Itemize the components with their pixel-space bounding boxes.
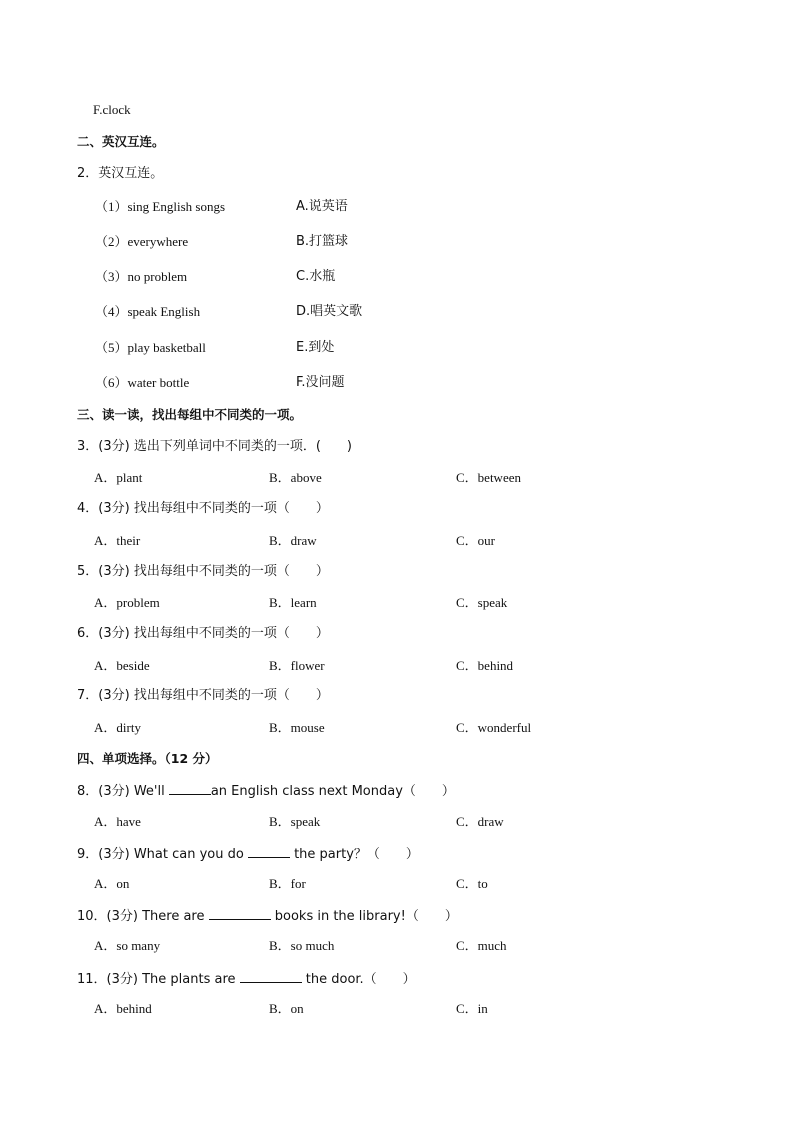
question-8-option-c: C．draw xyxy=(456,814,504,829)
question-3-option-a: A．plant xyxy=(94,470,143,485)
question-8-option-a: A．have xyxy=(94,814,141,829)
question-10-stem-after: books in the library!（ ） xyxy=(270,909,458,924)
match-right-f: F.没问题 xyxy=(296,375,345,390)
question-6-stem: 6．(3分) 找出每组中不同类的一项（ ） xyxy=(77,626,329,641)
question-5-option-a: A．problem xyxy=(94,595,160,610)
question-7-stem: 7．(3分) 找出每组中不同类的一项（ ） xyxy=(77,688,329,703)
question-11-option-b: B．on xyxy=(269,1001,304,1016)
question-4-option-a: A．their xyxy=(94,533,141,548)
match-left-5: （5）play basketball xyxy=(95,340,206,355)
question-5-stem: 5．(3分) 找出每组中不同类的一项（ ） xyxy=(77,564,329,579)
section-3-heading: 三、读一读，找出每组中不同类的一项。 xyxy=(77,407,303,422)
question-10-option-b: B．so much xyxy=(269,938,335,953)
question-7-option-a: A．dirty xyxy=(94,720,141,735)
question-11-stem xyxy=(77,970,416,988)
question-9-stem xyxy=(77,845,419,863)
question-9-option-b: B．for xyxy=(269,876,306,891)
question-5-option-b: B．learn xyxy=(269,595,317,610)
question-6-option-a: A．beside xyxy=(94,658,150,673)
question-10-option-a: A．so many xyxy=(94,938,161,953)
section-2-heading: 二、英汉互连。 xyxy=(77,134,165,149)
match-right-d: D.唱英文歌 xyxy=(296,304,363,319)
question-3-option-c: C．between xyxy=(456,470,521,485)
question-8-option-b: B．speak xyxy=(269,814,321,829)
question-4-option-b: B．draw xyxy=(269,533,317,548)
answer-blank xyxy=(248,845,290,858)
answer-blank xyxy=(169,782,211,795)
question-10-stem xyxy=(77,907,458,925)
match-right-e: E.到处 xyxy=(296,340,335,355)
match-right-b: B.打篮球 xyxy=(296,234,349,249)
match-left-2: （2）everywhere xyxy=(95,234,189,249)
match-left-3: （3）no problem xyxy=(95,269,188,284)
question-10-option-c: C．much xyxy=(456,938,507,953)
question-9-option-c: C．to xyxy=(456,876,488,891)
match-right-c: C.水瓶 xyxy=(296,269,336,284)
matching-option-f-clock: F.clock xyxy=(93,102,131,117)
section-4-heading: 四、单项选择。（12 分） xyxy=(77,751,218,766)
question-9-stem-before: 9．(3分) What can you do xyxy=(77,847,248,862)
question-9-stem-after: the party？（ ） xyxy=(289,847,419,862)
match-left-1: （1）sing English songs xyxy=(95,199,226,214)
question-7-option-b: B．mouse xyxy=(269,720,325,735)
question-7-option-c: C．wonderful xyxy=(456,720,532,735)
match-left-4: （4）speak English xyxy=(95,304,201,319)
question-11-stem-after: the door.（ ） xyxy=(301,972,416,987)
question-3-stem: 3．(3分) 选出下列单词中不同类的一项．( ) xyxy=(77,439,352,454)
question-11-option-c: C．in xyxy=(456,1001,488,1016)
answer-blank xyxy=(240,970,302,983)
question-4-stem: 4．(3分) 找出每组中不同类的一项（ ） xyxy=(77,501,329,516)
question-8-stem-before: 8．(3分) We'll xyxy=(77,784,169,799)
match-right-a: A.说英语 xyxy=(296,199,348,214)
match-left-6: （6）water bottle xyxy=(95,375,190,390)
question-6-option-c: C．behind xyxy=(456,658,514,673)
question-11-option-a: A．behind xyxy=(94,1001,152,1016)
question-10-stem-before: 10．(3分) There are xyxy=(77,909,209,924)
question-8-stem xyxy=(77,782,455,800)
question-5-option-c: C．speak xyxy=(456,595,508,610)
question-6-option-b: B．flower xyxy=(269,658,325,673)
question-3-option-b: B．above xyxy=(269,470,322,485)
question-8-stem-after: an English class next Monday（ ） xyxy=(210,784,455,799)
question-2-stem: 2．英汉互连。 xyxy=(77,166,164,181)
question-9-option-a: A．on xyxy=(94,876,130,891)
answer-blank xyxy=(209,907,271,920)
question-11-stem-before: 11．(3分) The plants are xyxy=(77,972,240,987)
question-4-option-c: C．our xyxy=(456,533,496,548)
